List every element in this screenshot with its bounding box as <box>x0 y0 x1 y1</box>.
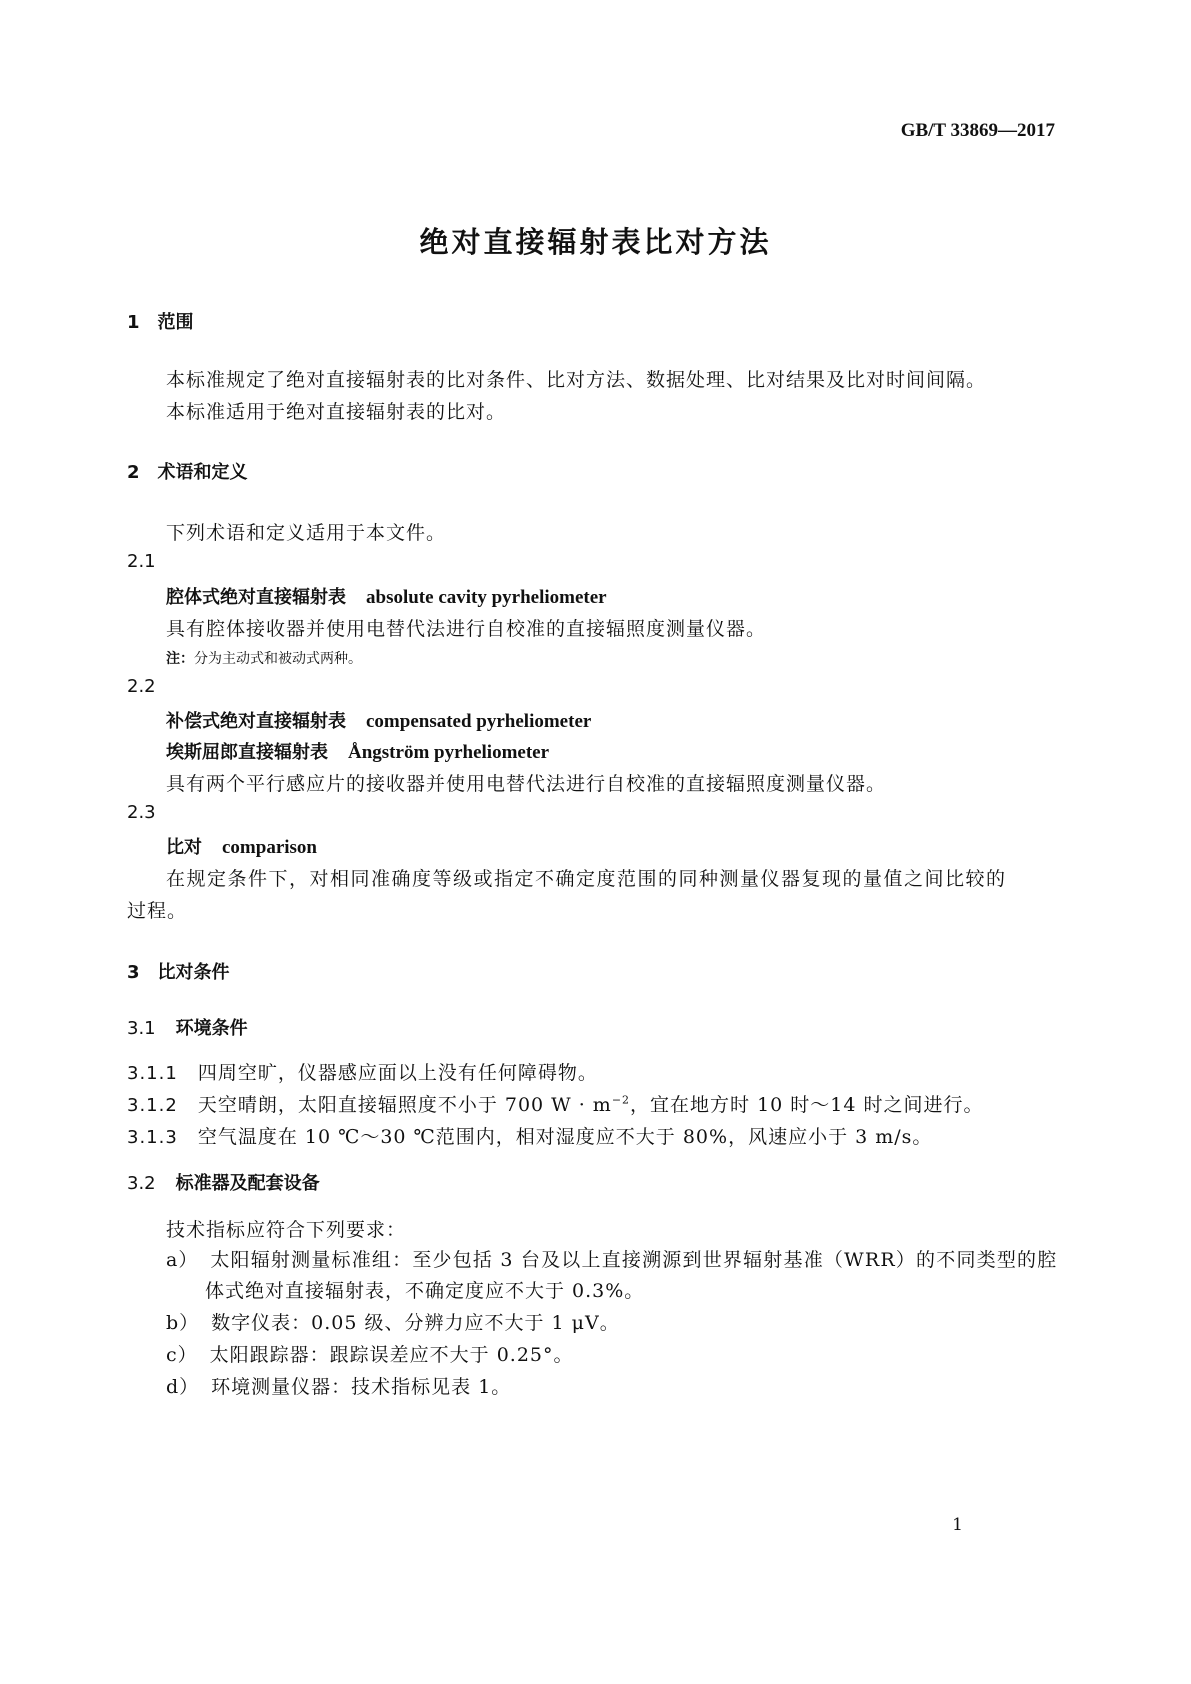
clause-3-1-3 <box>127 1122 932 1149</box>
section-number: 3 <box>127 962 140 983</box>
term-en: Ångström pyrheliometer <box>348 742 550 763</box>
list-item-a-continued: 体式绝对直接辐射表，不确定度应不大于 0.3%。 <box>205 1280 645 1302</box>
term-2-1 <box>166 583 607 609</box>
terms-intro: 下列术语和定义适用于本文件。 <box>166 522 447 544</box>
term-2-3-number: 2.3 <box>127 802 156 823</box>
list-item-b <box>166 1308 620 1335</box>
clause-text: 四周空旷，仪器感应面以上没有任何障碍物。 <box>197 1062 598 1084</box>
subsection-title: 标准器及配套设备 <box>175 1173 320 1194</box>
list-text: 数字仪表：0.05 级、分辨力应不大于 1 μV。 <box>211 1312 620 1334</box>
document-title: 绝对直接辐射表比对方法 <box>419 225 772 259</box>
list-text: 太阳跟踪器：跟踪误差应不大于 0.25°。 <box>209 1344 574 1366</box>
clause-text-continued: ，宜在地方时 10 时～14 时之间进行。 <box>630 1094 984 1116</box>
section-3-heading <box>127 958 230 984</box>
subsection-number: 3.2 <box>127 1173 156 1194</box>
list-label: b） <box>166 1312 200 1334</box>
term-2-1-definition: 具有腔体接收器并使用电替代法进行自校准的直接辐照度测量仪器。 <box>166 618 767 640</box>
scope-paragraph-1: 本标准规定了绝对直接辐射表的比对条件、比对方法、数据处理、比对结果及比对时间间隔。 <box>166 369 987 391</box>
term-2-2-synonym <box>166 738 549 764</box>
equipment-intro: 技术指标应符合下列要求： <box>166 1219 407 1241</box>
subsection-3-1-heading <box>127 1014 248 1040</box>
term-2-2 <box>166 707 591 733</box>
section-title: 范围 <box>157 312 194 333</box>
list-label: c） <box>166 1344 198 1366</box>
section-number: 2 <box>127 462 140 483</box>
list-item-c <box>166 1340 574 1367</box>
term-2-2-definition: 具有两个平行感应片的接收器并使用电替代法进行自校准的直接辐照度测量仪器。 <box>166 773 887 795</box>
page-number: 1 <box>952 1515 963 1535</box>
term-zh: 腔体式绝对直接辐射表 <box>166 587 346 608</box>
section-title: 比对条件 <box>157 962 230 983</box>
clause-3-1-2 <box>127 1090 984 1117</box>
term-2-1-note <box>166 648 362 668</box>
list-text: 环境测量仪器：技术指标见表 1。 <box>211 1376 512 1398</box>
list-item-a <box>166 1245 1057 1272</box>
term-en: comparison <box>222 837 317 858</box>
note-text: 分为主动式和被动式两种。 <box>194 651 362 667</box>
list-item-d <box>166 1372 511 1399</box>
section-1-heading <box>127 308 194 334</box>
unit-exponent: −2 <box>611 1093 631 1107</box>
subsection-number: 3.1 <box>127 1018 156 1039</box>
clause-number: 3.1.1 <box>127 1063 178 1084</box>
term-zh: 埃斯屈郎直接辐射表 <box>166 742 328 763</box>
term-en: absolute cavity pyrheliometer <box>366 587 607 608</box>
term-zh: 比对 <box>166 837 202 858</box>
term-en: compensated pyrheliometer <box>366 711 592 732</box>
term-2-3-definition-line-2: 过程。 <box>127 900 188 922</box>
list-text: 太阳辐射测量标准组：至少包括 3 台及以上直接溯源到世界辐射基准（WRR）的不同类型的腔 <box>210 1249 1058 1271</box>
clause-number: 3.1.3 <box>127 1127 178 1148</box>
term-2-1-number: 2.1 <box>127 551 156 572</box>
clause-text: 空气温度在 10 ℃～30 ℃范围内，相对湿度应不大于 80%，风速应小于 3 m/s。 <box>197 1126 933 1148</box>
term-2-3 <box>166 833 317 859</box>
term-zh: 补偿式绝对直接辐射表 <box>166 711 346 732</box>
clause-text: 天空晴朗，太阳直接辐照度不小于 700 W · m <box>197 1094 612 1116</box>
term-2-2-number: 2.2 <box>127 676 156 697</box>
term-2-3-definition-line-1: 在规定条件下，对相同准确度等级或指定不确定度范围的同种测量仪器复现的量值之间比较的 <box>166 868 1007 890</box>
clause-3-1-1 <box>127 1058 598 1085</box>
clause-number: 3.1.2 <box>127 1095 178 1116</box>
section-2-heading <box>127 458 248 484</box>
section-number: 1 <box>127 312 140 333</box>
scope-paragraph-2: 本标准适用于绝对直接辐射表的比对。 <box>166 401 507 423</box>
subsection-title: 环境条件 <box>175 1018 248 1039</box>
subsection-3-2-heading <box>127 1169 320 1195</box>
list-label: a） <box>166 1249 199 1271</box>
section-title: 术语和定义 <box>157 462 248 483</box>
note-label: 注： <box>166 651 194 667</box>
list-label: d） <box>166 1376 200 1398</box>
standard-number: GB/T 33869—2017 <box>900 120 1055 141</box>
